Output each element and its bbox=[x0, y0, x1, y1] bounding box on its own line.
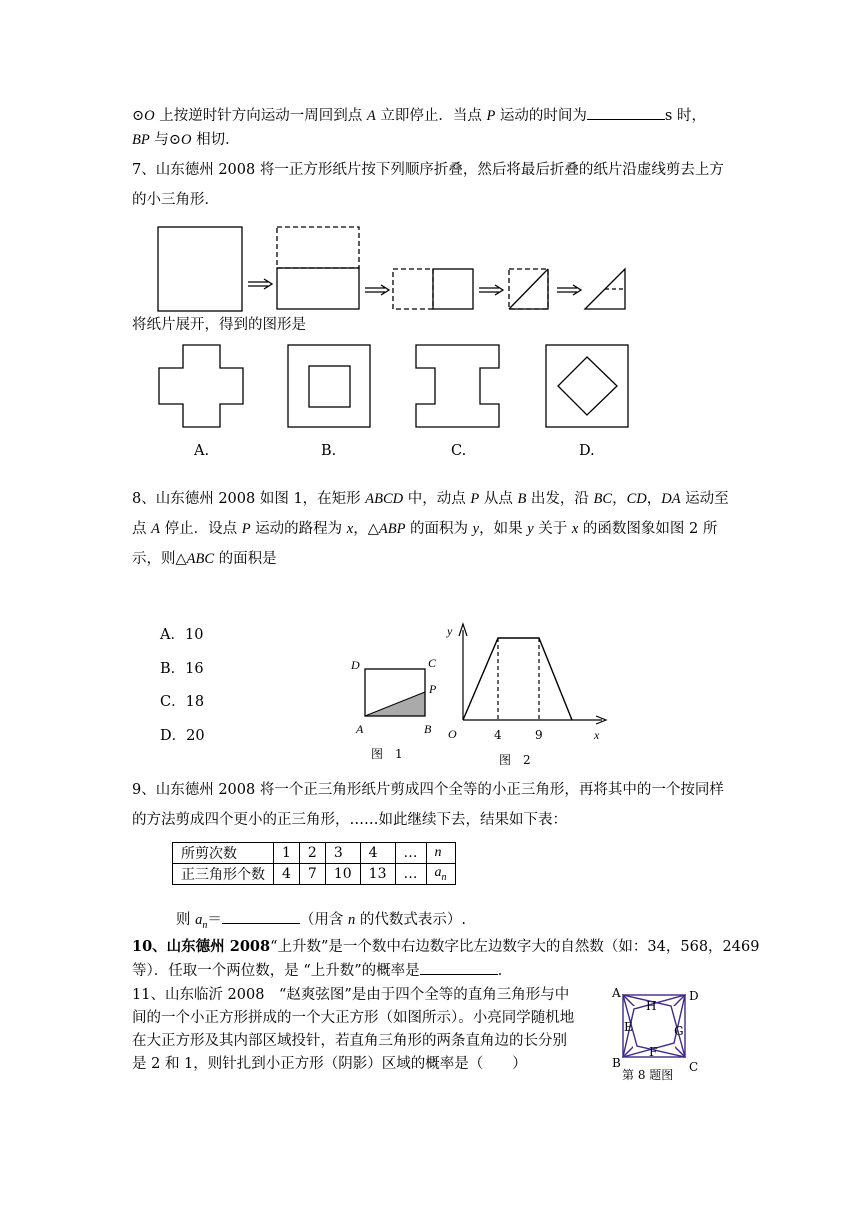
q6-text: 与⊙ bbox=[149, 132, 181, 148]
q8-var: ABC bbox=[186, 551, 215, 567]
q8-var: A bbox=[151, 521, 160, 537]
table-cell: 4 bbox=[274, 864, 300, 885]
q10-line2 bbox=[132, 961, 512, 981]
option-d-diamond bbox=[558, 357, 617, 415]
fig1-label-a: A bbox=[356, 722, 364, 736]
fig-label-d: D bbox=[689, 989, 699, 1003]
q8-text: 的函数图象如图 2 所 bbox=[578, 521, 718, 537]
q7-option-a[interactable]: A. bbox=[194, 443, 210, 459]
table-cell: … bbox=[395, 864, 426, 885]
q11-line1: 11、山东临沂 2008 “赵爽弦图”是由于四个全等的直角三角形与中 bbox=[132, 987, 570, 1003]
q8-option-a[interactable]: A．10 bbox=[160, 627, 204, 643]
q8-line3 bbox=[132, 549, 277, 569]
q8-text: 停止．设点 bbox=[159, 521, 242, 537]
q8-text: ， bbox=[612, 491, 627, 507]
q9-line1: 9、山东德州 2008 将一个正三角形纸片剪成四个全等的小正三角形，再将其中的一个按同样 bbox=[132, 782, 724, 798]
table-row bbox=[173, 843, 456, 864]
table-var-a: a bbox=[434, 865, 442, 881]
fig2-caption: 图 2 bbox=[499, 753, 531, 767]
fold-step-4-diagonal bbox=[509, 269, 548, 309]
q9-text: （用含 bbox=[299, 912, 348, 928]
fig1-label-d: D bbox=[351, 658, 360, 672]
fold-sequence-figure bbox=[158, 227, 625, 311]
fold-step-1-square bbox=[158, 227, 242, 311]
q6-text: 立即停止．当点 bbox=[375, 108, 487, 124]
arrow-icon bbox=[365, 285, 389, 295]
table-cell: 2 bbox=[299, 843, 325, 864]
fig-label-c: C bbox=[689, 1060, 699, 1074]
q7-line2: 的小三角形． bbox=[132, 192, 219, 208]
q8-text: ，△ bbox=[353, 521, 379, 537]
q8-var: DA bbox=[661, 491, 681, 507]
shaded-triangle bbox=[365, 692, 425, 716]
q6-var-o: O bbox=[180, 132, 192, 148]
q9-text: ＝ bbox=[207, 912, 222, 928]
fig2-label-y: y bbox=[447, 624, 453, 638]
q11-line4: 是 2 和 1，则针扎到小正方形（阴影）区域的概率是（ ） bbox=[132, 1056, 527, 1072]
q8-text: 的面积为 bbox=[405, 521, 473, 537]
q7-option-b[interactable]: B. bbox=[321, 443, 337, 459]
q8-var: BC bbox=[593, 491, 613, 507]
table-row bbox=[173, 864, 456, 885]
circle-symbol: ⊙ bbox=[132, 108, 145, 124]
y-axis bbox=[459, 624, 467, 720]
option-b-outer bbox=[288, 345, 370, 427]
q6-var-o: O bbox=[144, 108, 155, 124]
q6-text: s 时， bbox=[664, 108, 706, 124]
cut-count-table bbox=[172, 842, 456, 885]
q6-var-p: P bbox=[486, 108, 496, 124]
q8-option-c[interactable]: C．18 bbox=[160, 694, 205, 710]
arrow-icon bbox=[479, 285, 503, 295]
fig-label-h: H bbox=[646, 999, 657, 1013]
answer-blank bbox=[222, 923, 300, 924]
table-cell: n bbox=[426, 843, 455, 864]
fig1-label-b: B bbox=[424, 722, 432, 736]
q7-option-d[interactable]: D. bbox=[579, 443, 595, 459]
q8-text: 示，则△ bbox=[132, 551, 187, 567]
q8-text: 的面积是 bbox=[214, 551, 277, 567]
q9-text: 则 bbox=[176, 912, 196, 928]
fold-step-2-dashed bbox=[277, 227, 359, 268]
q6-text: 上按逆时针方向运动一周回到点 bbox=[154, 108, 367, 124]
option-b-inner bbox=[309, 366, 350, 407]
fig-label-g: G bbox=[674, 1024, 684, 1038]
table-cell: … bbox=[395, 843, 426, 864]
q8-text: 8、山东德州 2008 如图 1，在矩形 bbox=[132, 491, 366, 507]
q11-line3: 在大正方形及其内部区域投针，若直角三角形的两条直角边的长分别 bbox=[132, 1033, 567, 1049]
fig2-label-o: O bbox=[448, 727, 457, 741]
table-cell: 7 bbox=[299, 864, 325, 885]
table-cell: 所剪次数 bbox=[173, 843, 274, 864]
q9-var: n bbox=[347, 912, 356, 928]
q9-text: 的代数式表示）. bbox=[355, 912, 466, 928]
q10-source: 10、山东德州 2008 bbox=[132, 938, 271, 955]
fig-caption: 第 8 题图 bbox=[622, 1068, 674, 1082]
q10-line1 bbox=[132, 937, 759, 957]
q10-text: “上升数”是一个数中右边数字比左边数字大的自然数（如：34，568，2469 bbox=[270, 939, 760, 955]
q8-line1 bbox=[132, 489, 729, 509]
unfold-text: 将纸片展开，得到的图形是 bbox=[132, 317, 306, 333]
q7-option-c[interactable]: C. bbox=[451, 443, 467, 459]
q7-option-figures bbox=[159, 345, 628, 427]
table-cell: 13 bbox=[360, 864, 395, 885]
q8-figure-1 bbox=[365, 669, 425, 716]
fold-step-3-dashed bbox=[393, 269, 433, 309]
q8-var: CD bbox=[626, 491, 647, 507]
arrow-icon bbox=[248, 279, 272, 289]
q8-figure-2 bbox=[459, 624, 606, 724]
fig-label-f: F bbox=[649, 1045, 658, 1059]
q8-var: ABP bbox=[378, 521, 406, 537]
q7-line1: 7、山东德州 2008 将一正方形纸片按下列顺序折叠，然后将最后折叠的纸片沿虚线剪去上方 bbox=[132, 162, 724, 178]
table-cell: 正三角形个数 bbox=[173, 864, 274, 885]
q6-text: 相切． bbox=[191, 132, 240, 148]
q8-var: P bbox=[241, 521, 251, 537]
option-a-cross bbox=[159, 345, 243, 427]
q9-var: a bbox=[195, 912, 203, 928]
q8-var: x bbox=[346, 521, 354, 537]
q9-line2: 的方法剪成四个更小的正三角形，……如此继续下去，结果如下表： bbox=[132, 812, 567, 828]
fig-label-a: A bbox=[612, 986, 621, 1000]
option-c-ishape bbox=[416, 345, 499, 427]
q8-option-d[interactable]: D．20 bbox=[160, 728, 205, 744]
fold-step-2-solid bbox=[277, 268, 359, 309]
q8-text: 点 bbox=[132, 521, 152, 537]
q8-var: P bbox=[470, 491, 480, 507]
q8-var: x bbox=[571, 521, 579, 537]
fig1-caption: 图 1 bbox=[371, 747, 403, 761]
fig-label-b: B bbox=[612, 1056, 621, 1070]
table-cell: 4 bbox=[360, 843, 395, 864]
q9-sub: n bbox=[202, 919, 208, 931]
q6-var-a: A bbox=[366, 108, 376, 124]
fig1-label-p: P bbox=[429, 682, 437, 696]
fig2-label-x: x bbox=[594, 728, 600, 742]
q8-var: B bbox=[517, 491, 527, 507]
q8-option-b[interactable]: B．16 bbox=[160, 661, 204, 677]
q8-text: 从点 bbox=[479, 491, 518, 507]
fold-step-3-solid bbox=[433, 269, 473, 309]
fig2-tick-9: 9 bbox=[535, 728, 543, 742]
q8-line2 bbox=[132, 519, 717, 539]
q10-text: ． bbox=[497, 963, 513, 979]
q8-var: ABCD bbox=[365, 491, 404, 507]
q8-var: y bbox=[472, 521, 480, 537]
function-graph bbox=[463, 638, 572, 720]
q8-text: 关于 bbox=[533, 521, 572, 537]
q8-text: ，如果 bbox=[479, 521, 528, 537]
table-sub-n: n bbox=[441, 871, 447, 883]
fig1-label-c: C bbox=[428, 656, 437, 670]
table-cell: 1 bbox=[274, 843, 300, 864]
q8-var: y bbox=[527, 521, 534, 537]
fig2-tick-4: 4 bbox=[494, 728, 502, 742]
q10-text: 等）．任取一个两位数，是 “上升数”的概率是 bbox=[132, 963, 420, 979]
table-cell bbox=[426, 864, 455, 885]
q8-text: 运动的路程为 bbox=[250, 521, 347, 537]
table-cell: 3 bbox=[325, 843, 360, 864]
q11-line2: 间的一个小正方形拼成的一个大正方形（如图所示）。小亮同学随机地 bbox=[132, 1010, 575, 1026]
q8-text: ， bbox=[646, 491, 662, 507]
q8-text: 运动至 bbox=[680, 491, 729, 507]
arrow-icon bbox=[557, 285, 581, 295]
q6-text: 运动的时间为 bbox=[495, 108, 587, 124]
table-cell: 10 bbox=[325, 864, 360, 885]
q6-var-bp: BP bbox=[132, 132, 150, 148]
q8-text: 中，动点 bbox=[403, 491, 471, 507]
x-axis bbox=[463, 716, 606, 724]
answer-blank bbox=[420, 974, 498, 975]
fig-label-e: E bbox=[624, 1020, 633, 1034]
q9-answer bbox=[176, 910, 466, 936]
q8-text: 出发，沿 bbox=[526, 491, 594, 507]
